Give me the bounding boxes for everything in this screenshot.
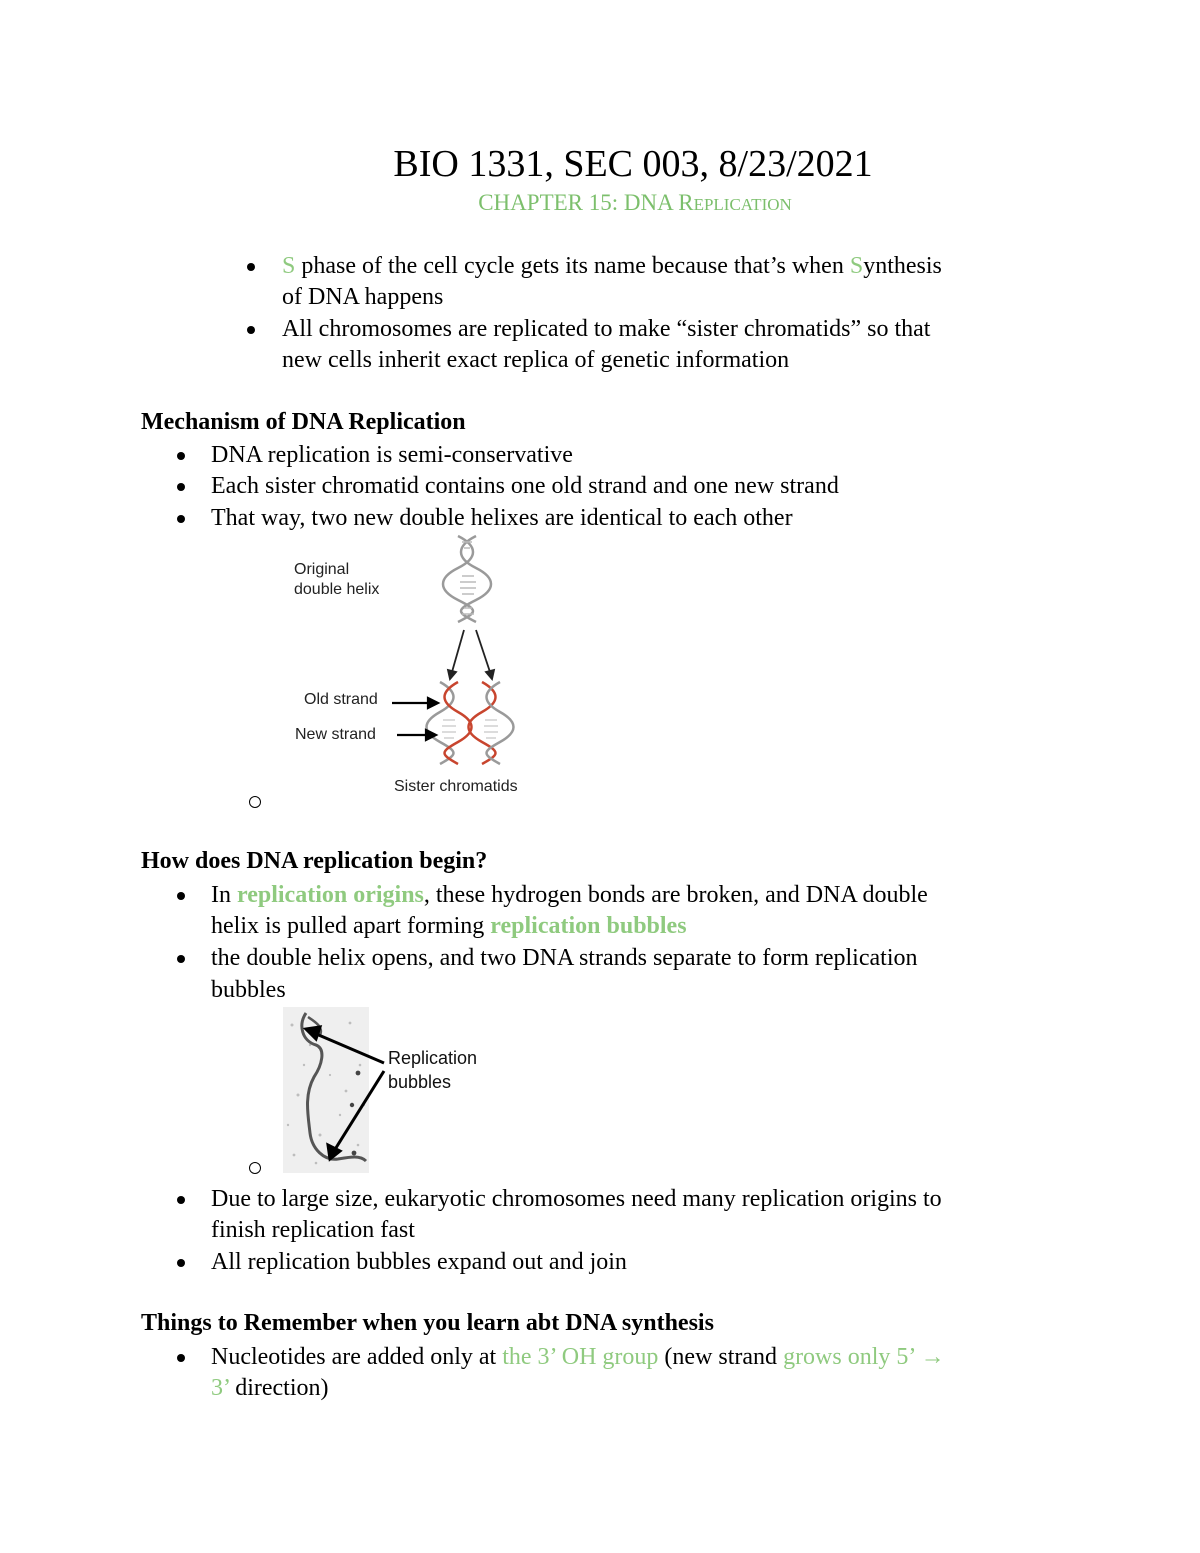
highlight-3-prime: 3’ (211, 1375, 230, 1401)
label-replication: Replication (388, 1048, 478, 1068)
mechanism-bullet-1: DNA replication is semi-conservative (211, 442, 573, 468)
begin-bullet-1-line-1 (211, 880, 928, 911)
micrograph-background (283, 1007, 369, 1173)
daughter-helix-right-icon (469, 682, 514, 764)
chapter-smallcaps: EPLICATION (693, 195, 792, 214)
text: (new strand (658, 1344, 784, 1370)
mechanism-bullet-2: Each sister chromatid contains one old strand and one new strand (211, 473, 839, 499)
begin-bullet-2-line-1: the double helix opens, and two DNA strands separate to form replication (211, 945, 918, 971)
begin-bullet-2-line-2: bubbles (211, 977, 286, 1003)
figure-marker-circle (249, 1162, 261, 1174)
text: Nucleotides are added only at (211, 1344, 503, 1370)
s-letter: S (282, 253, 296, 279)
semi-conservative-figure (280, 532, 540, 802)
replication-bubbles-figure (280, 1005, 510, 1175)
chapter-main: CHAPTER 15: DNA R (478, 190, 694, 215)
text: helix is pulled apart forming (211, 913, 491, 939)
remember-bullet-1-line-1 (211, 1342, 945, 1373)
mechanism-bullet-3: That way, two new double helixes are identical to each other (211, 505, 793, 531)
intro-bullet-1-line-2: of DNA happens (282, 284, 444, 310)
intro-bullet-2-line-1: All chromosomes are replicated to make “sister chromatids” so that (282, 316, 931, 342)
intro-text: phase of the cell cycle gets its name because that’s when (295, 253, 850, 279)
dna-helix-diagram (280, 532, 540, 777)
daughter-helix-left-icon (427, 682, 472, 764)
label-new-strand: New strand (295, 726, 376, 743)
text: , these hydrogen bonds are broken, and DNA double (423, 882, 928, 908)
highlight-grows-only: grows only 5’ (783, 1344, 921, 1370)
highlight-3-oh-group: the 3’ OH group (502, 1344, 659, 1370)
remember-bullet-1-line-2 (211, 1373, 329, 1404)
begin-bullet-3-line-2: finish replication fast (211, 1217, 415, 1243)
text: In (211, 882, 237, 908)
begin-bullet-3-line-1: Due to large size, eukaryotic chromosomes need many replication origins to (211, 1186, 942, 1212)
bullet-dot (177, 892, 185, 900)
text: direction) (229, 1375, 329, 1401)
figure-marker-circle (249, 796, 261, 808)
bullet-dot (177, 515, 185, 523)
highlight-replication-origins: replication origins (237, 882, 424, 908)
bullet-dot (177, 955, 185, 963)
bullet-dot (247, 326, 255, 334)
bullet-dot (177, 483, 185, 491)
label-double-helix: double helix (294, 581, 380, 598)
split-arrows-icon (448, 630, 494, 679)
highlight-replication-bubbles: replication bubbles (490, 913, 687, 939)
label-original: Original (294, 561, 350, 578)
section-heading-mechanism: Mechanism of DNA Replication (141, 409, 466, 435)
bullet-dot (177, 1196, 185, 1204)
s-letter: S (849, 253, 864, 279)
intro-text: ynthesis (863, 253, 942, 279)
section-heading-begin: How does DNA replication begin? (141, 848, 488, 874)
intro-bullet-1-line-1 (282, 251, 942, 282)
original-helix-icon (443, 536, 491, 622)
begin-bullet-1-line-2 (211, 911, 687, 942)
bullet-dot (247, 263, 255, 271)
begin-bullet-4: All replication bubbles expand out and join (211, 1249, 627, 1275)
page-title: BIO 1331, SEC 003, 8/23/2021 (393, 143, 873, 185)
bullet-dot (177, 452, 185, 460)
section-heading-remember: Things to Remember when you learn abt DNA synthesis (141, 1310, 714, 1336)
label-old-strand: Old strand (304, 691, 378, 708)
chapter-heading (0, 190, 1200, 216)
bullet-dot (177, 1354, 185, 1362)
label-sister-chromatids: Sister chromatids (394, 778, 518, 795)
arrow-right-icon: → (920, 1344, 945, 1370)
bullet-dot (177, 1259, 185, 1267)
intro-bullet-2-line-2: new cells inherit exact replica of genetic information (282, 347, 790, 373)
label-bubbles: bubbles (388, 1072, 452, 1092)
